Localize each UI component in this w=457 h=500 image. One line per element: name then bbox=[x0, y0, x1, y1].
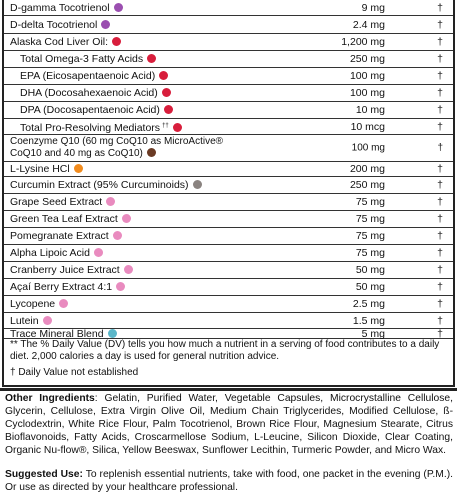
nutrient-name bbox=[10, 315, 52, 327]
amount-per-serving: 100 mg bbox=[349, 87, 385, 99]
nutrient-name bbox=[10, 136, 223, 160]
table-row bbox=[4, 296, 453, 313]
nutrient-name bbox=[10, 298, 68, 310]
nutrient-label: D-gamma Tocotrienol bbox=[10, 1, 110, 14]
amount-per-serving: 1,200 mg bbox=[341, 36, 385, 48]
table-row bbox=[4, 329, 453, 339]
footnote-mark: †† bbox=[162, 122, 169, 129]
amount-per-serving: 100 mg bbox=[349, 70, 385, 82]
nutrient-name bbox=[20, 87, 171, 99]
daily-value-mark: † bbox=[437, 36, 443, 48]
nutrient-label: Curcumin Extract (95% Curcuminoids) bbox=[10, 179, 189, 191]
daily-value-mark: † bbox=[437, 163, 443, 175]
daily-value-mark: † bbox=[437, 120, 443, 133]
table-row bbox=[4, 211, 453, 228]
color-dot-icon bbox=[113, 231, 122, 240]
nutrient-name bbox=[20, 104, 173, 116]
dagger-footnote: † Daily Value not established bbox=[10, 367, 139, 378]
daily-value-mark: † bbox=[437, 70, 443, 82]
amount-per-serving: 100 mg bbox=[351, 142, 385, 154]
table-row bbox=[4, 51, 453, 68]
color-dot-icon bbox=[164, 105, 173, 114]
nutrient-name-line: CoQ10 and 40 mg as CoQ10) bbox=[10, 148, 143, 159]
color-dot-icon bbox=[114, 3, 123, 12]
amount-per-serving: 9 mg bbox=[361, 1, 385, 14]
amount-per-serving: 75 mg bbox=[355, 196, 385, 208]
nutrient-name bbox=[20, 70, 168, 82]
other-ingredients-label: Other Ingredients bbox=[5, 393, 95, 404]
color-dot-icon bbox=[147, 148, 156, 157]
amount-per-serving: 50 mg bbox=[355, 264, 385, 276]
amount-per-serving: 75 mg bbox=[355, 230, 385, 242]
supplement-facts-panel bbox=[2, 0, 455, 387]
nutrient-name bbox=[10, 247, 103, 259]
nutrient-label: Total Omega-3 Fatty Acids bbox=[20, 53, 144, 65]
nutrient-label: Açaí Berry Extract 4:1 bbox=[10, 281, 113, 293]
daily-value-mark: † bbox=[437, 281, 443, 293]
nutrient-label: Lutein bbox=[10, 314, 39, 327]
other-ingredients bbox=[5, 392, 453, 457]
amount-per-serving: 2.4 mg bbox=[352, 18, 385, 31]
table-row bbox=[4, 162, 453, 177]
nutrient-label: Green Tea Leaf Extract bbox=[10, 213, 118, 225]
color-dot-icon bbox=[159, 71, 168, 80]
table-row bbox=[4, 177, 453, 194]
suggested-use bbox=[5, 468, 453, 494]
table-row bbox=[4, 228, 453, 245]
table-row bbox=[4, 135, 453, 162]
nutrient-name bbox=[10, 179, 202, 191]
amount-per-serving: 250 mg bbox=[349, 179, 385, 191]
amount-per-serving: 10 mcg bbox=[350, 120, 385, 133]
amount-per-serving: 200 mg bbox=[349, 163, 385, 175]
nutrient-label: DHA (Docosahexaenoic Acid) bbox=[20, 87, 158, 99]
nutrient-name bbox=[10, 264, 133, 276]
amount-per-serving: 5 mg bbox=[361, 327, 385, 340]
nutrient-name bbox=[10, 281, 125, 293]
nutrient-label: Alaska Cod Liver Oil: bbox=[10, 36, 109, 48]
table-row bbox=[4, 262, 453, 279]
suggested-use-label: Suggested Use: bbox=[5, 469, 83, 480]
nutrient-name bbox=[10, 19, 110, 31]
amount-per-serving: 75 mg bbox=[355, 213, 385, 225]
nutrient-name bbox=[10, 163, 83, 175]
dv-footnote: ** The % Daily Value (DV) tells you how much a nutrient in a serving of food contributes to a daily diet. 2,000 calories a day is used for general nutrition advice. bbox=[10, 339, 440, 362]
nutrient-name bbox=[10, 230, 122, 242]
color-dot-icon bbox=[193, 180, 202, 189]
color-dot-icon bbox=[59, 299, 68, 308]
nutrient-label: Total Pro-Resolving Mediators bbox=[20, 121, 161, 134]
nutrient-name bbox=[20, 120, 182, 134]
amount-per-serving: 250 mg bbox=[349, 53, 385, 65]
daily-value-mark: † bbox=[437, 142, 443, 154]
amount-per-serving: 75 mg bbox=[355, 247, 385, 259]
nutrient-label: Lycopene bbox=[10, 298, 56, 310]
section-divider bbox=[0, 388, 457, 391]
nutrient-label: DPA (Docosapentaenoic Acid) bbox=[20, 104, 160, 116]
nutrient-label: D-delta Tocotrienol bbox=[10, 18, 98, 31]
color-dot-icon bbox=[94, 248, 103, 257]
daily-value-mark: † bbox=[437, 213, 443, 225]
color-dot-icon bbox=[122, 214, 131, 223]
table-row bbox=[4, 119, 453, 135]
nutrient-name-line: Coenzyme Q10 (60 mg CoQ10 as MicroActive® bbox=[10, 136, 224, 147]
nutrient-label: Pomegranate Extract bbox=[10, 230, 109, 242]
nutrient-label: EPA (Eicosapentaenoic Acid) bbox=[20, 70, 156, 82]
color-dot-icon bbox=[116, 282, 125, 291]
nutrient-label: Alpha Lipoic Acid bbox=[10, 247, 90, 259]
daily-value-mark: † bbox=[437, 53, 443, 65]
amount-per-serving: 50 mg bbox=[355, 281, 385, 293]
suggested-use-text: To replenish essential nutrients, take with food, one packet in the evening (P.M.). Or use as directed by your healthcare professional. bbox=[5, 469, 453, 493]
color-dot-icon bbox=[124, 265, 133, 274]
daily-value-mark: † bbox=[437, 264, 443, 276]
nutrient-name bbox=[10, 36, 121, 48]
daily-value-mark: † bbox=[437, 314, 443, 327]
other-ingredients-text: : Gelatin, Purified Water, Vegetable Capsules, Microcrystalline Cellulose, Glycerin, Cellulose, Extra Virgin Olive Oil, Medium Chain Triglycerides, Modified Cellulose, ß-Cyclodextrin, White Rice Flour, Palm Tocotrienol, Brown Rice Flour, Magnesium Stearate, Citrus Bioflavonoids, Fatty Acids, Croscarmellose Sodium, L-Leucine, Silicon Dioxide, Clear Coating, Organic Nu-flow®, Silica, Yellow Beeswax, Sunflower Lecithin, Turmeric Powder, and Micro Wax. bbox=[5, 393, 453, 456]
table-row bbox=[4, 85, 453, 102]
daily-value-mark: † bbox=[437, 104, 443, 116]
nutrient-name bbox=[10, 196, 115, 208]
nutrient-label: Cranberry Juice Extract bbox=[10, 264, 120, 276]
nutrient-name bbox=[10, 328, 117, 340]
color-dot-icon bbox=[101, 20, 110, 29]
color-dot-icon bbox=[74, 164, 83, 173]
table-row bbox=[4, 279, 453, 296]
nutrient-name bbox=[20, 53, 156, 65]
daily-value-mark: † bbox=[437, 179, 443, 191]
color-dot-icon bbox=[43, 316, 52, 325]
amount-per-serving: 10 mg bbox=[355, 104, 385, 116]
table-row bbox=[4, 245, 453, 262]
nutrient-label: Trace Mineral Blend bbox=[10, 327, 104, 340]
nutrient-label: L-Lysine HCl bbox=[10, 163, 70, 175]
color-dot-icon bbox=[108, 329, 117, 338]
daily-value-mark: † bbox=[437, 327, 443, 340]
nutrient-name bbox=[10, 213, 131, 225]
daily-value-mark: † bbox=[437, 298, 443, 310]
daily-value-mark: † bbox=[437, 87, 443, 99]
table-row bbox=[4, 34, 453, 51]
color-dot-icon bbox=[112, 37, 121, 46]
daily-value-mark: † bbox=[437, 1, 443, 14]
color-dot-icon bbox=[106, 197, 115, 206]
daily-value-mark: † bbox=[437, 18, 443, 31]
table-row bbox=[4, 0, 453, 16]
daily-value-mark: † bbox=[437, 247, 443, 259]
table-row bbox=[4, 16, 453, 34]
table-row bbox=[4, 102, 453, 119]
table-row bbox=[4, 194, 453, 211]
daily-value-mark: † bbox=[437, 196, 443, 208]
color-dot-icon bbox=[147, 54, 156, 63]
color-dot-icon bbox=[173, 123, 182, 132]
nutrient-label: Grape Seed Extract bbox=[10, 196, 103, 208]
nutrient-name bbox=[10, 2, 123, 14]
amount-per-serving: 2.5 mg bbox=[352, 298, 385, 310]
daily-value-mark: † bbox=[437, 230, 443, 242]
color-dot-icon bbox=[162, 88, 171, 97]
table-row bbox=[4, 68, 453, 85]
amount-per-serving: 1.5 mg bbox=[352, 314, 385, 327]
